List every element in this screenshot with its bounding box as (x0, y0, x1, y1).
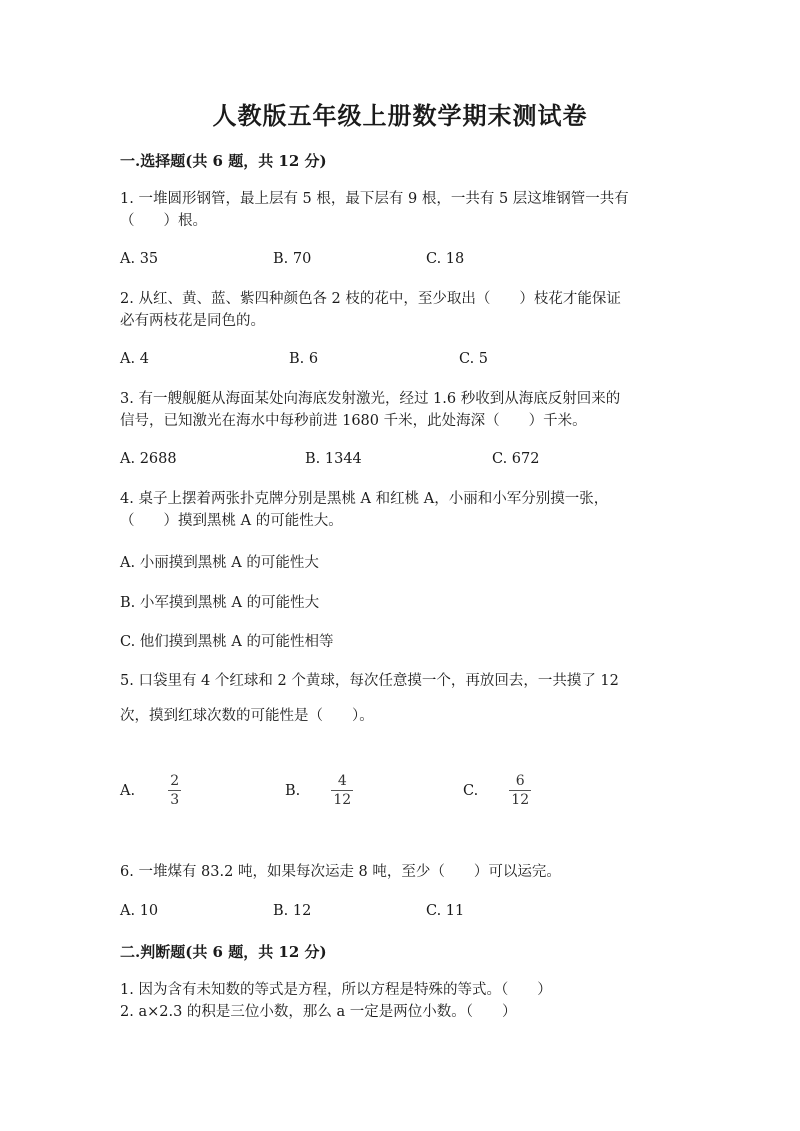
fraction-bar (331, 790, 353, 791)
question-2-line-2: 必有两枝花是同色的。 (120, 313, 265, 329)
question-1-line-1: 1. 一堆圆形钢管，最上层有 5 根，最下层有 9 根，一共有 5 层这堆钢管一共有 (120, 191, 629, 207)
question-6-line-1: 6. 一堆煤有 83.2 吨，如果每次运走 8 吨，至少（ ）可以运完。 (120, 864, 561, 880)
fraction-bar (509, 790, 531, 791)
fraction-numerator: 2 (170, 773, 180, 789)
question-5-option-c (463, 773, 531, 808)
question-6-option-a: A. 10 (120, 903, 159, 919)
fraction-numerator: 6 (515, 773, 525, 789)
section-heading-judgment: 二.判断题(共 6 题，共 12 分) (120, 943, 327, 961)
question-4-option-b: B. 小军摸到黑桃 A 的可能性大 (120, 595, 320, 611)
question-5-line-1: 5. 口袋里有 4 个红球和 2 个黄球，每次任意摸一个，再放回去，一共摸了 12 (120, 673, 619, 689)
question-3-option-c: C. 672 (492, 451, 540, 467)
question-2-option-c: C. 5 (459, 351, 489, 367)
fraction-bar (168, 790, 181, 791)
question-3-line-1: 3. 有一艘舰艇从海面某处向海底发射激光，经过 1.6 秒收到从海底反射回来的 (120, 391, 621, 407)
question-4-line-1: 4. 桌子上摆着两张扑克牌分别是黑桃 A 和红桃 A，小丽和小军分别摸一张， (120, 491, 609, 507)
question-4-option-c: C. 他们摸到黑桃 A 的可能性相等 (120, 634, 334, 650)
question-2-option-a: A. 4 (120, 351, 149, 367)
section-heading-choice: 一.选择题(共 6 题，共 12 分) (120, 152, 327, 170)
fraction (331, 773, 353, 808)
fraction-denominator: 12 (511, 792, 530, 808)
page-title: 人教版五年级上册数学期末测试卷 (212, 101, 588, 130)
option-letter: C. (463, 782, 479, 799)
question-1-option-a: A. 35 (120, 251, 159, 267)
question-4-option-a: A. 小丽摸到黑桃 A 的可能性大 (120, 555, 319, 571)
question-3-option-b: B. 1344 (305, 451, 362, 467)
question-1-option-c: C. 18 (426, 251, 465, 267)
question-1-option-b: B. 70 (273, 251, 312, 267)
question-1-line-2: （ ）根。 (120, 213, 207, 229)
question-6-option-c: C. 11 (426, 903, 465, 919)
judgment-item-1: 1. 因为含有未知数的等式是方程，所以方程是特殊的等式。（ ） (120, 982, 552, 998)
question-5-option-b (285, 773, 353, 808)
fraction (168, 773, 181, 808)
fraction-numerator: 4 (337, 773, 347, 789)
fraction (509, 773, 531, 808)
question-3-option-a: A. 2688 (120, 451, 177, 467)
question-5-line-2: 次，摸到红球次数的可能性是（ ）。 (120, 708, 374, 724)
question-4-line-2: （ ）摸到黑桃 A 的可能性大。 (120, 513, 343, 529)
fraction-denominator: 12 (333, 792, 352, 808)
question-2-line-1: 2. 从红、黄、蓝、紫四种颜色各 2 枝的花中，至少取出（ ）枝花才能保证 (120, 291, 621, 307)
option-letter: A. (120, 782, 136, 799)
option-letter: B. (285, 782, 301, 799)
fraction-denominator: 3 (170, 792, 180, 808)
judgment-item-2: 2. a×2.3 的积是三位小数，那么 a 一定是两位小数。（ ） (120, 1004, 517, 1020)
question-3-line-2: 信号，已知激光在海水中每秒前进 1680 千米，此处海深（ ）千米。 (120, 413, 587, 429)
question-2-option-b: B. 6 (289, 351, 319, 367)
question-5-option-a (120, 773, 181, 808)
question-6-option-b: B. 12 (273, 903, 312, 919)
